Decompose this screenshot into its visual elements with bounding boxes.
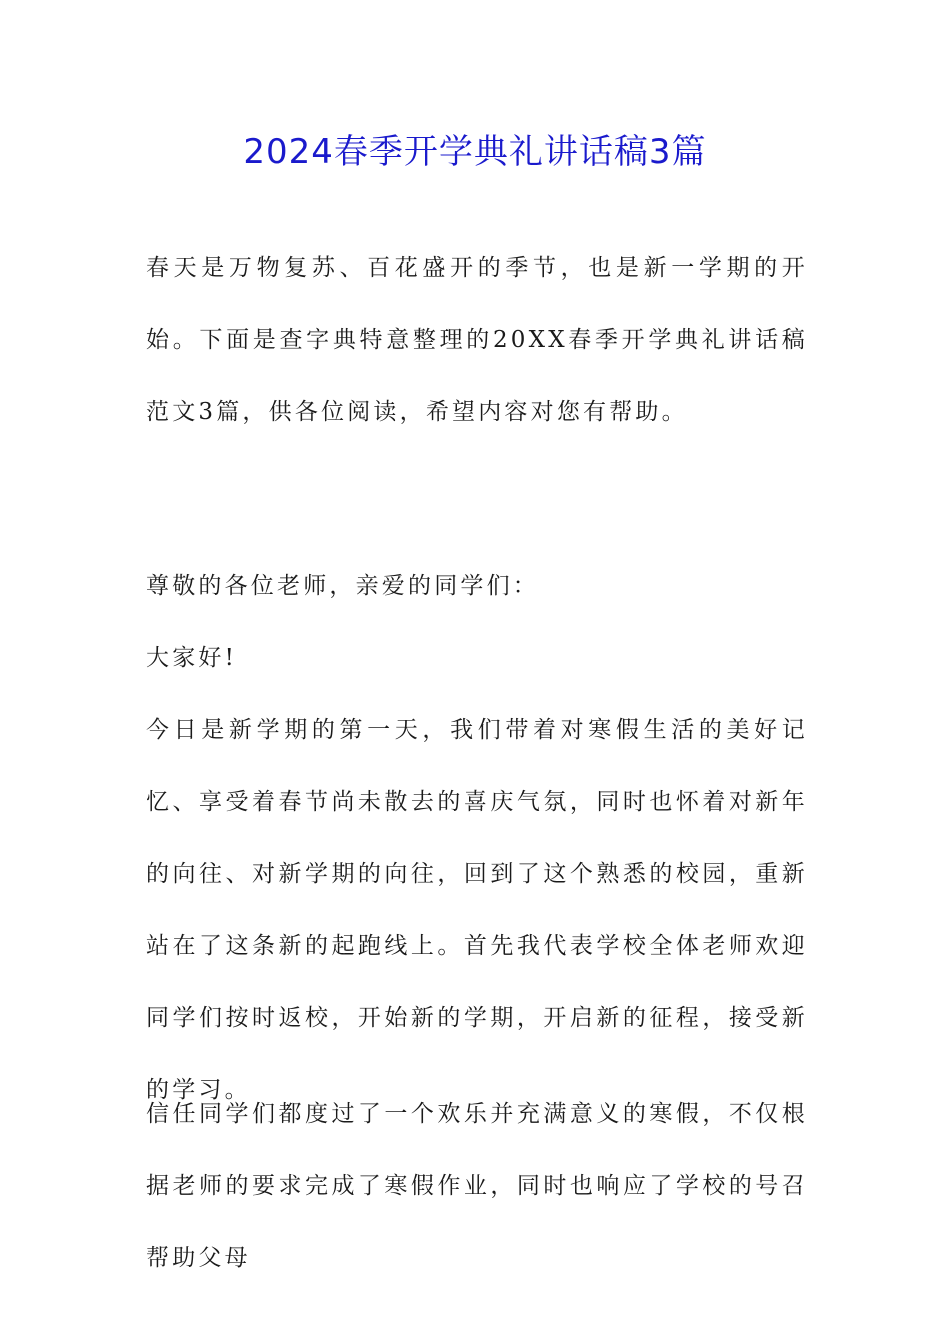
body-paragraph-2: 信任同学们都度过了一个欢乐并充满意义的寒假，不仅根据老师的要求完成了寒假作业，同时也响应了学校的号召帮助父母	[146, 1101, 808, 1271]
greeting-line: 大家好!	[146, 645, 238, 671]
intro-paragraph: 春天是万物复苏、百花盛开的季节，也是新一学期的开始。下面是查字典特意整理的20XX春季开学典礼讲话稿范文3篇，供各位阅读，希望内容对您有帮助。	[146, 255, 808, 425]
body-paragraph-1: 今日是新学期的第一天，我们带着对寒假生活的美好记忆、享受着春节尚未散去的喜庆气氛，同时也怀着对新年的向往、对新学期的向往，回到了这个熟悉的校园，重新站在了这条新的起跑线上。首先我代表学校全体老师欢迎同学们按时返校，开始新的学期，开启新的征程，接受新的学习。	[146, 717, 808, 1103]
salutation-line: 尊敬的各位老师，亲爱的同学们：	[146, 573, 539, 599]
document-title: 2024春季开学典礼讲话稿3篇	[243, 132, 707, 172]
